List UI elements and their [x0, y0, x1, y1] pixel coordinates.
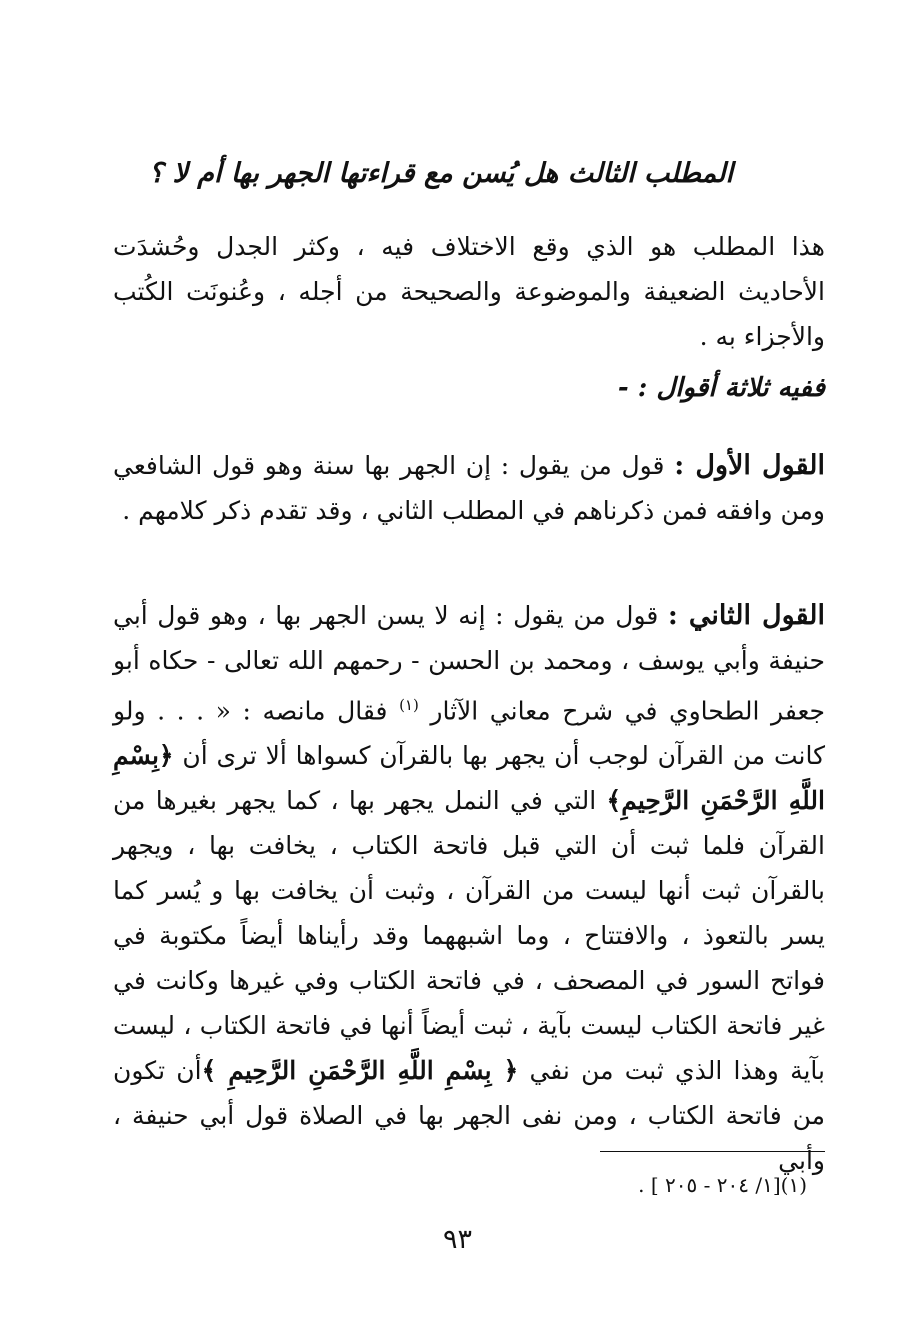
second-opinion-text-3: التي في النمل يجهر بها ، كما يجهر بغيرها من القرآن فلما ثبت أن التي قبل فاتحة الكتاب ، يخافت بها ، ويجهر بالقرآن ثبت أنها ليست من القرآن ، وثبت أن يخافت بها و يُسر كما يسر بالتعوذ ، والافتتاح ، وما اشبههما وقد رأيناها أيضاً مكتوبة في فواتح السور في المصحف ، في فاتحة الكتاب وفي غيرها وكانت في غير فاتحة الكتاب ليست بآية ، ثبت أيضاً أنها في فاتحة الكتاب ، ليست بآية وهذا الذي ثبت من نفي — [113, 786, 825, 1086]
basmala-quote-2: ﴿ بِسْمِ اللَّهِ الرَّحْمَنِ الرَّحِيمِ ﴾ — [201, 1056, 519, 1086]
page-number: ٩٣ — [442, 1224, 472, 1255]
intro-paragraph: هذا المطلب هو الذي وقع الاختلاف فيه ، وكثر الجدل وحُشدَت الأحاديث الضعيفة والموضوعة والصحيحة من أجله ، وعُنونَت الكُتب والأجزاء به . — [113, 232, 825, 351]
first-opinion-text: قول من يقول : إن الجهر بها سنة وهو قول الشافعي ومن وافقه فمن ذكرناهم في المطلب الثاني ، وقد تقدم ذكر كلامهم . — [113, 451, 825, 525]
second-opinion-term: القول الثاني : — [667, 600, 826, 631]
second-opinion-text-1: قول من يقول : إنه لا يسن الجهر بها ، وهو قول أبي حنيفة وأبي يوسف ، ومحمد بن الحسن - رحمهم الله تعالى - حكاه أبو جعفر الطحاوي في شرح معاني الآثار — [113, 601, 825, 726]
section-heading: المطلب الثالث هل يُسن مع قراءتها الجهر بها أم لا ؟ — [148, 158, 733, 189]
second-opinion-text-4: أن تكون من فاتحة الكتاب ، ومن نفى الجهر بها في الصلاة قول أبي حنيفة ، وأبي — [113, 1056, 825, 1176]
footnote-divider — [600, 1151, 825, 1152]
second-opinion-text-2: فقال مانصه : « . . . ولو كانت من القرآن لوجب أن يجهر بها بالقرآن كسواها ألا ترى أن — [113, 696, 825, 771]
footnote-reference: (١) — [399, 696, 419, 714]
second-opinion-paragraph — [113, 593, 825, 1183]
basmala-quote-1: ﴿بِسْمِ اللَّهِ الرَّحْمَنِ الرَّحِيمِ﴾ — [113, 741, 825, 816]
first-opinion-term: القول الأول : — [674, 450, 825, 481]
first-opinion-paragraph — [113, 443, 825, 533]
footnote: (١)[١/ ٢٠٤ - ٢٠٥ ] . — [638, 1173, 807, 1197]
opinions-subheading: ففيه ثلاثة أقوال : - — [617, 373, 825, 403]
